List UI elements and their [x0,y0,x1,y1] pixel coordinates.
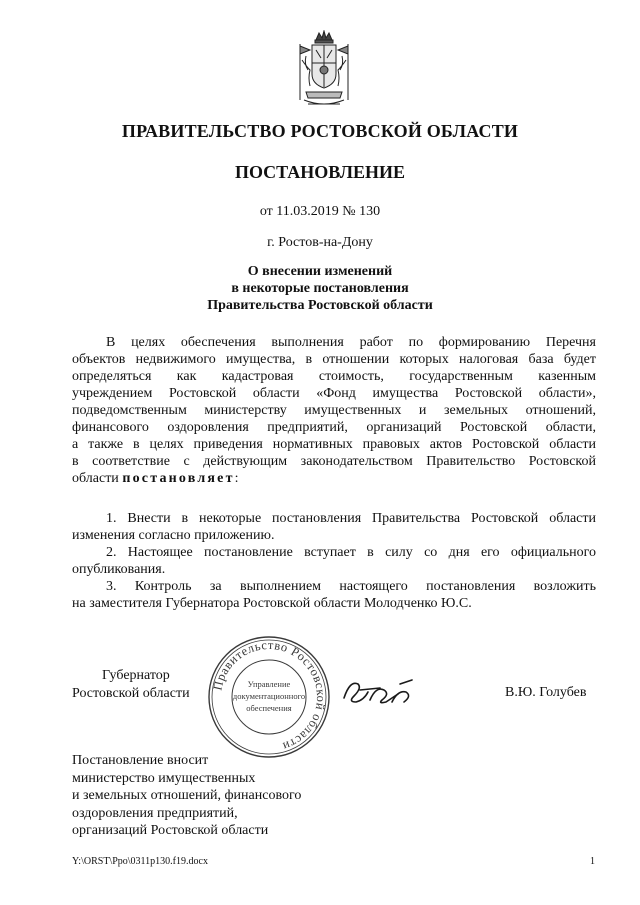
subject-line: Правительства Ростовской области [207,298,433,313]
signer-position [72,667,212,703]
official-stamp [206,634,332,760]
note-line: организаций Ростовской области [72,823,269,838]
item-2-first-line: 2. Настоящее постановление вступает в силу со дня его официального [106,545,596,560]
organization-title: ПРАВИТЕЛЬСТВО РОСТОВСКОЙ ОБЛАСТИ [121,121,519,141]
document-type-title: ПОСТАНОВЛЕНИЕ [234,162,406,182]
preamble-line: В целях обеспечения выполнения работ по формированию Перечня [106,335,596,350]
preamble-last-line [72,470,596,487]
preamble-last-prefix: области [72,471,123,486]
note-line: оздоровления предприятий, [72,805,238,821]
signer-name: В.Ю. Голубев [505,685,587,700]
stamp-center-line: обеспечения [246,703,292,713]
document-date-number: от 11.03.2019 № 130 [259,204,381,219]
note-line: министерство имущественных [72,770,256,786]
decree-items [72,510,596,612]
coat-of-arms-icon [292,30,356,112]
item-2-rest: опубликования. [72,562,166,577]
document-subject [0,263,640,314]
note-line: и земельных отношений, финансового [72,788,302,803]
footer-page-number: 1 [590,856,595,867]
item-1-first-line: 1. Внести в некоторые постановления Правительства Ростовской области [106,511,596,526]
document-city: г. Ростов-на-Дону [267,235,373,250]
preamble-line: подведомственным министерству имущественных и земельных отношений, [72,403,596,418]
decree-keyword: постановляет [122,471,235,486]
preamble-line: определяться как кадастровая стоимость, государственным казенным [72,369,596,384]
signer-position-line: Губернатор [102,668,170,683]
signer-position-line: Ростовской области [72,686,190,701]
preamble-line: объектов недвижимого имущества, в отношении которых налоговая база будет [72,352,596,367]
note-line: Постановление вносит [72,753,209,768]
stamp-center-line: документационного [232,691,306,701]
preamble-last-suffix: : [234,471,239,486]
preamble-line: а также в целях приведения нормативных правовых актов Ростовской области [72,437,596,452]
subject-line: в некоторые постановления [231,281,409,296]
subject-line: О внесении изменений [247,264,393,279]
item-3-rest: на заместителя Губернатора Ростовской области Молодченко Ю.С. [72,596,472,611]
preamble-line: финансового оздоровления предприятий, организаций Ростовской области, [72,420,596,435]
submitted-by-note [72,752,301,840]
preamble-line: учреждением Ростовской области «Фонд имущества Ростовской области», [72,386,596,401]
stamp-center-line: Управление [247,679,291,689]
item-3-first-line: 3. Контроль за выполнением настоящего постановления возложить [106,579,596,594]
preamble-line: в соответствие с действующим законодательством Правительство Ростовской [72,454,596,469]
footer-file-path: Y:\ORST\Ppo\0311p130.f19.docx [72,856,208,867]
handwritten-signature [340,672,420,712]
preamble-paragraph [72,334,596,487]
stamp-ring-text: Правительство Ростовской области [210,637,329,754]
item-1-rest: изменения согласно приложению. [72,528,275,543]
